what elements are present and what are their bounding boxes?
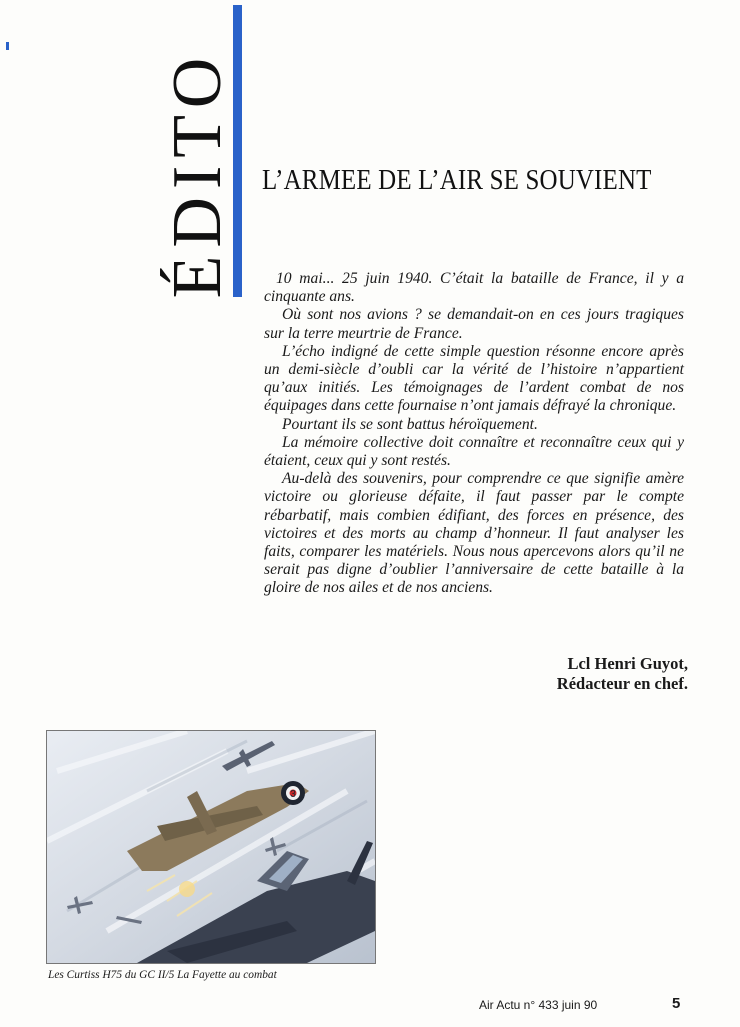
paragraph: Pourtant ils se sont battus héroïquement. — [282, 415, 538, 433]
paragraph: La mémoire collective doit connaître et reconnaître ceux qui y étaient, ceux qui y sont restés. — [264, 433, 684, 470]
margin-mark — [6, 42, 9, 50]
paragraph: 10 mai... 25 juin 1940. C’était la bataille de France, il y a cinquante ans. — [264, 270, 684, 306]
article-body — [264, 270, 684, 598]
aircraft-painting — [46, 730, 376, 964]
paragraph: Où sont nos avions ? se demandait-on en ces jours tragiques sur la terre meurtrie de France. — [264, 306, 684, 342]
author-role: Rédacteur en chef. — [556, 674, 688, 693]
explosion-icon — [179, 881, 195, 897]
page-number: 5 — [672, 995, 681, 1012]
paragraph: Au-delà des souvenirs, pour comprendre ce que signifie amère victoire ou glorieuse défaite, il faut passer par le compte rébarbatif, mais combien édifiant, des forces en présence, des victoires et des morts au champ d’honneur. Il faut analyser les faits, comparer les matériels. Nous nous apercevons alors qu’il ne serait pas digne d’oublier l’anniversaire de cette bataille à la gloire de nos ailes et de nos anciens. — [264, 470, 684, 597]
aircraft-number: 3 — [290, 789, 296, 800]
footer-publication: Air Actu n° 433 juin 90 — [479, 998, 598, 1012]
section-label: ÉDITO — [159, 49, 236, 299]
author-name: Lcl Henri Guyot, — [567, 654, 688, 673]
paragraph: L’écho indigné de cette simple question résonne encore après un demi-siècle d’oubli car la vérité de l’histoire n’appartient qu’aux initiés. Les témoignages de l’ardent combat de nos équipages dans cette fournaise n’ont jamais défrayé la chronique. — [264, 342, 684, 415]
page-title: L’ARMEE DE L’AIR SE SOUVIENT — [262, 164, 652, 196]
section-label-box — [158, 49, 238, 299]
figure-caption: Les Curtiss H75 du GC II/5 La Fayette au combat — [48, 969, 277, 981]
signature — [557, 654, 688, 694]
